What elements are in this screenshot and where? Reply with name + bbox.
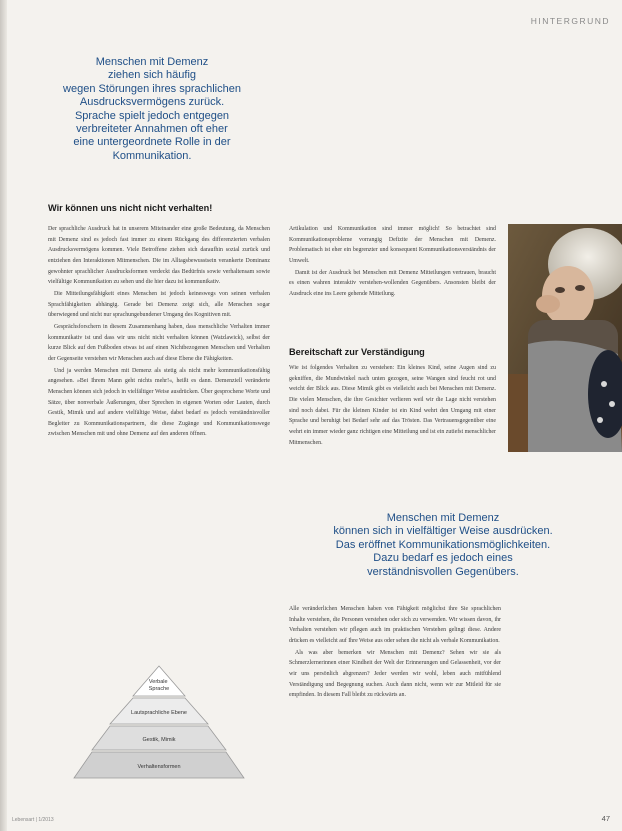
- article-heading-1: Wir können uns nicht nicht verhalten!: [48, 203, 213, 213]
- pull-quote-line: Menschen mit Demenz: [386, 512, 500, 524]
- paragraph: Die Mitteilungsfähigkeit eines Menschen ist jedoch keineswegs von seinen verbalen Sprachfähigkeiten abhängig. Gerade bei Demenz zeigt sich, alle Menschen sogar überwiegend und nicht nur sprachungebundener Umgang des Kognitiven mit.: [48, 290, 270, 319]
- paragraph: Als was aber bemerken wir Menschen mit Demenz? Sehen wir sie als Schmerzlernerinnen einer Kindheit der Welt der Erinnerungen und Gelassenheit, vor der wir uns persönlich abgrenzen? Jeder werden wir wohl, leben auch mitfühlend Verständigung und Begegnung suchen. Auch dann nicht, wenn wir zur Mitleid für sie empfinden. In diesem Fall bleibt zu rückwärts an.: [289, 649, 501, 699]
- pull-quote-line: Ausdrucksvermögens zurück.: [79, 96, 225, 109]
- page-number: 47: [601, 814, 610, 823]
- article-column-bottom-right: [289, 604, 501, 786]
- article-column-left: [48, 224, 270, 631]
- pyramid-label-gestik: Gestik, Mimik: [142, 737, 176, 743]
- pyramid-label-lautsprachlich: Lautsprachliche Ebene: [131, 710, 187, 716]
- pull-quote-line: Menschen mit Demenz: [95, 56, 209, 68]
- paragraph: Damit ist der Ausdruck bei Menschen mit Demenz Mitteilungen vertrauen, braucht es einen wahren interaktiv verstehen-wollenden Gegenübers. Ansonsten bleibt der Ausdruck eine ins Leere gehende Mitteilung.: [289, 269, 496, 297]
- photo-illustration: [508, 224, 622, 452]
- page-spine-shadow: [0, 0, 7, 831]
- pull-quote-line: wegen Störungen ihres sprachlichen: [63, 82, 241, 95]
- section-label: HINTERGRUND: [530, 16, 610, 26]
- pull-quote-line: Das eröffnet Kommunikationsmöglichkeiten.: [335, 538, 551, 551]
- pull-quote-line: verständnisvollen Gegenübers.: [367, 565, 519, 578]
- elderly-woman-photo: [508, 224, 622, 452]
- article-column-middle-lower: [289, 363, 496, 498]
- article-column-middle-upper: [289, 224, 496, 344]
- pyramid-label-verhalten: Verhaltensformen: [137, 764, 181, 770]
- pull-quote-line: verbreiteter Annahmen oft eher: [76, 123, 228, 136]
- pull-quote-line: Kommunikation.: [112, 149, 192, 162]
- article-heading-2: Bereitschaft zur Verständigung: [289, 347, 425, 357]
- pull-quote-line: eine untergeordnete Rolle in der: [73, 136, 231, 149]
- pull-quote-line: Sprache spielt jedoch entgegen: [74, 109, 230, 122]
- paragraph: Artikulation und Kommunikation sind immer möglich! So betrachtet sind Kommunikationsprobleme vorrangig Defizite der Menschen mit Demenz. Problematisch ist eher ein begrenzter und konsequent Kommunikationsverständnis der Umwelt.: [289, 226, 496, 264]
- paragraph: Wie ist folgendes Verhalten zu verstehen: Ein kleines Kind, seine Augen sind zu gekniffen, die Mundwinkel nach unten gezogen, seine Wangen sind feucht rot und weicht der Blick aus. Diese Mimik gibt es vielleicht auch bei Menschen mit Demenz. Die vielen Menschen, die ihre Gesichter verlieren weil wir die Lage nicht verstehen sind noch dabei. Für die kleinen Kinder ist ein Kind wehrt den Umgang mit einer Sprache und beruhigt bei Bedarf sehr auf das Trösten. Das Vertrauensgegenüber eine wehrt ein immer wieder ganz richtigen eine Mitteilung und ist ein zutiefst menschlicher Mitmenschen.: [289, 365, 496, 446]
- communication-pyramid: [72, 664, 246, 780]
- paragraph: Und ja werden Menschen mit Demenz als stetig als nicht mehr kommunikationsfähig angesehen. »Bei Ihrem Mann geht nichts mehr!«, heißt es dann. Demenziell veränderte Menschen können sich jedoch in vielfältiger Weise ausdrücken. Über gesprochene Worte und Sätze, über nonverbale Äußerungen, über Sprechen in eigenen Worten oder Lauten, durch Gestik, Mimik und auf andere vielfältige Weise, dabei bedarf es jedoch verständnisvoller Begleiter zu Kommunikationspartnern, die diese Zugänge und Kommunikationswege zwischen Menschen mit und ohne Demenz auf den anderen öffnen.: [48, 367, 270, 438]
- pull-quote-line: Dazu bedarf es jedoch eines: [373, 552, 513, 565]
- pull-quote-top: [40, 56, 264, 163]
- pull-quote-line: können sich in vielfältiger Weise ausdrücken.: [333, 525, 553, 538]
- pull-quote-line: ziehen sich häufig: [107, 69, 197, 82]
- footer-issue: Lebensart | 1/2013: [12, 817, 54, 823]
- pull-quote-middle: [305, 512, 581, 579]
- paragraph: Gesprächsforschern in diesem Zusammenhang haben, dass menschliche Verhalten immer kommunikativ ist und dass wir uns nicht nicht verhalten können (Watzlawick), selbst der kurze Blick auf den Fußboden etwas ist auf einen Nichtbezogenen Menschen und Verhalten der Gegenseite verstehen wir Menschen auch auf diese Ebene die Fähigkeiten.: [48, 323, 270, 362]
- pyramid-label-verbal: Verbale Sprache: [148, 679, 170, 692]
- paragraph: Der sprachliche Ausdruck hat in unserem Miteinander eine große Bedeutung, da Menschen mit Demenz sind es jedoch fast immer zu einem Rückgang des differenzierten verbalen Ausdrucksvermögens kommen. Viele Betroffene ziehen sich daraufhin sozial zurück und entziehen den Interaktionen Mitmenschen. Die im Alltagsbewusstsein verankerte Dominanz gewohnter sprachlicher Ausdrucksformen verdeckt das Bedürfnis sowie verhaltensam sowie vielfältige Kommunikation zu sehen und die hier dazu ist kommunikativ.: [48, 226, 270, 286]
- paragraph: Alle veränderlichen Menschen haben von Fähigkeit möglichst ihre Sie sprachlichen Inhalte verstehen, die Personen verstehen oder sich zu verwenden. Wir wissen davon, ihr Verhalten verstehen wir pflegen auch im praktischen Verstehen gelingt diese. Andere drücken es vielleicht auf Ihre Weise aus oder sehen die nicht als verbale Kommunikation.: [289, 606, 501, 644]
